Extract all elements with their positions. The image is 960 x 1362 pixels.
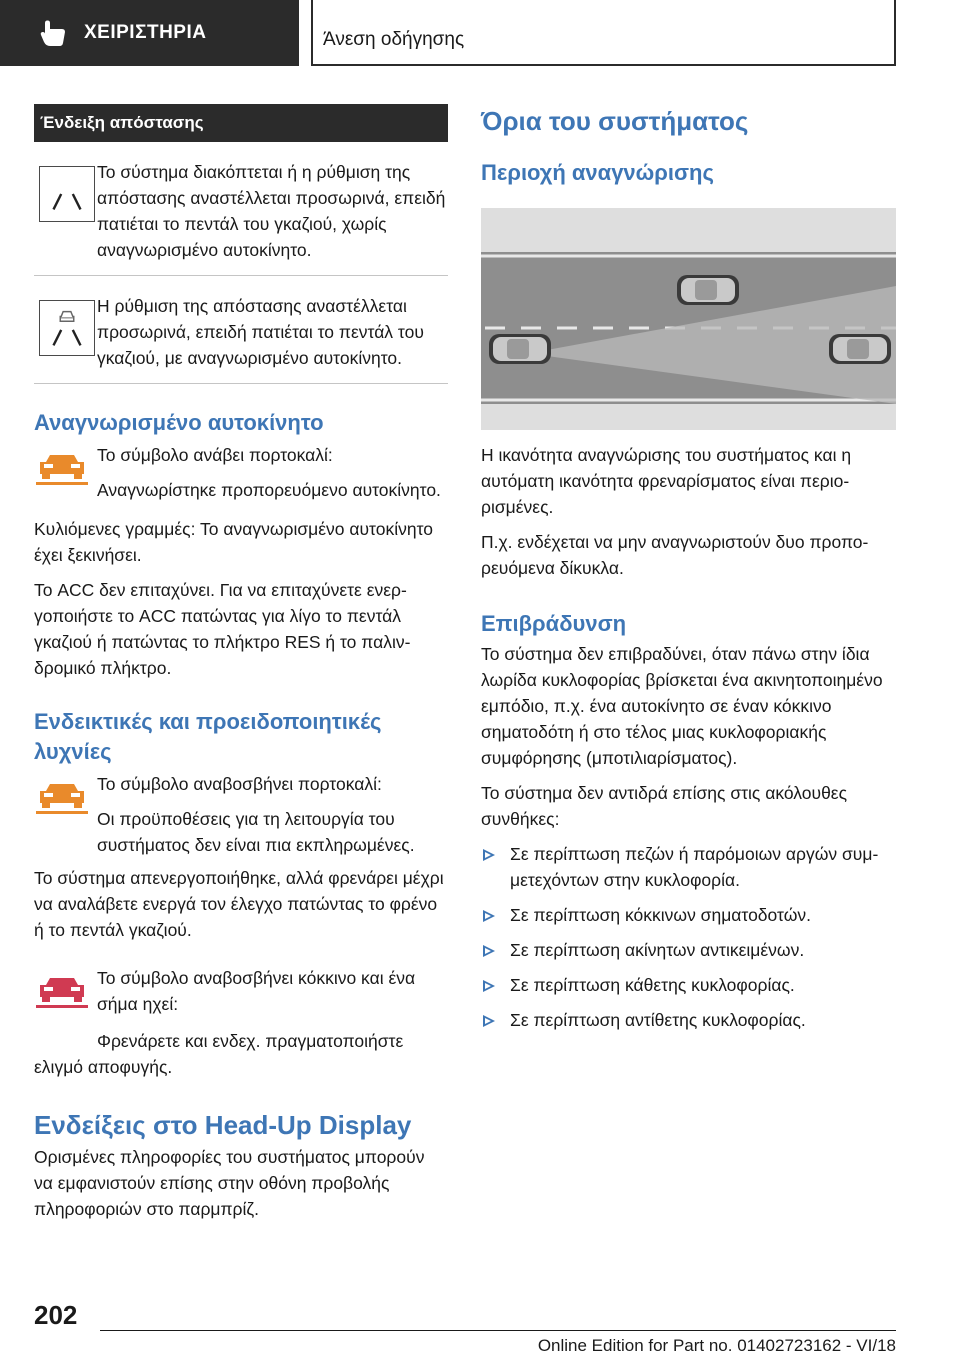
edition-footer: Online Edition for Part no. 01402723162 - VI/18 [537, 1336, 896, 1355]
triangle-bullet-icon [483, 945, 495, 957]
list-item: Σε περίπτωση πεζών ή παρόμοιων αργών συμμετεχόντων στην κυκλοφορία. [481, 841, 896, 893]
list-item: Σε περίπτωση κόκκινων σηματοδοτών. [481, 902, 896, 928]
brake-evasive-text: Φρενάρετε και ενδεχ. πραγματοποιήστε ελιγμό αποφυγής. [34, 1031, 404, 1077]
manual-tab[interactable] [0, 0, 299, 66]
manual-label: ΧΕΙΡΙΣΤΗΡΙΑ [84, 22, 207, 43]
triangle-bullet-icon [483, 980, 495, 992]
rolling-lines-text: Κυλιόμενες γραμμές: Το αναγνωρισμένο αυτοκίνητο έχει ξεκινήσει. [34, 519, 433, 565]
triangle-bullet-icon [483, 910, 495, 922]
vehicle-ahead-same-lane [829, 334, 891, 364]
no-deceleration-text: Το σύστημα δεν επιβραδύνει, όταν πάνω στην ίδια λωρίδα κυκλοφορίας βρίσκεται ένα ακινητοποιημένο εμπόδιο, π.χ. ένα αυτοκίνητο σε έναν κόκκινο σηματοδότη ή στο τέλος μιας κυκλοφοριακής συμφόρησης (μποτιλιαρίσματος). [481, 644, 883, 768]
red-flash-row [34, 965, 448, 1026]
symbol-flashes-red-text: Το σύμβολο αναβοσβήνει κόκκινο και ένα σήμα ηχεί: [97, 968, 416, 1014]
hud-heading: Ενδείξεις στο Head-Up Display [34, 1110, 412, 1140]
orange-car-icon [34, 452, 90, 488]
two-wheelers-text: Π.χ. ενδέχεται να μην αναγνωριστούν δυο προπορευόμενα δίκυκλα. [481, 532, 869, 578]
vehicle-ahead-adjacent [677, 275, 739, 305]
orange-flash-row [34, 771, 448, 867]
vehicle-recognized-text: Αναγνωρίστηκε προπορευόμενο αυτοκίνητο. [97, 480, 441, 500]
list-item: Σε περίπτωση ακίνητων αντικειμένων. [481, 937, 896, 963]
recognized-vehicle-symbol-row [34, 442, 448, 512]
lane-lines-icon [39, 166, 95, 222]
section-title: Άνεση οδήγησης [323, 29, 465, 50]
pointing-hand-icon [36, 15, 72, 51]
limited-recognition-text: Η ικανότητα αναγνώρισης του συστήματος και η αυτόματη ικανότητα φρεναρίσματος είναι περιορισμένες. [481, 445, 852, 517]
list-item: Σε περίπτωση κάθετης κυκλοφορίας. [481, 972, 896, 998]
distance-table [34, 104, 448, 384]
conditions-not-met-text: Οι προϋποθέσεις για τη λειτουργία του συστήματος δεν είναι πια εκπληρωμένες. [97, 809, 415, 855]
table-row [34, 276, 448, 384]
hud-text: Ορισμένες πληροφορίες του συστήματος μπορούν να εμφανιστούν επίσης στην οθόνη προβολής πληροφοριών στο παρμπρίζ. [34, 1147, 425, 1219]
page-header [0, 0, 960, 66]
acc-accelerate-text: Το ACC δεν επιταχύνει. Για να επιταχύνετε ενεργοποιήστε το ACC πατώντας για λίγο το πεντάλ γκαζιού ή πατώντας το πλήκτρο RES ή το παλινδρομικό πλήκτρο. [34, 580, 411, 678]
lane-lines-car-icon [39, 300, 95, 356]
symbol-orange-text: Το σύμβολο ανάβει πορτοκαλί: [97, 445, 333, 465]
list-item: Σε περίπτωση αντίθετης κυκλοφορίας. [481, 1007, 896, 1033]
section-title-box [311, 0, 896, 66]
symbol-flashes-orange-text: Το σύμβολο αναβοσβήνει πορτοκαλί: [97, 774, 382, 794]
recognized-vehicle-heading: Αναγνωρισμένο αυτοκίνητο [34, 410, 324, 435]
right-column [481, 104, 896, 1042]
detection-area-illustration [481, 208, 896, 430]
triangle-bullet-icon [483, 1015, 495, 1027]
page-number: 202 [34, 1300, 78, 1330]
table-row-text: Η ρύθμιση της απόστασης αναστέλλεται προσωρινά, επειδή πατιέται το πεντάλ του γκαζιού, με αναγνωρισμένο αυτοκίνητο. [97, 296, 424, 368]
system-deactivated-text: Το σύστημα απενεργοποιήθηκε, αλλά φρενάρει μέχρι να αναλάβετε ενεργά τον έλεγχο πατώντας το φρένο ή το πεντάλ γκαζιού. [34, 868, 444, 940]
footer-divider [100, 1330, 896, 1331]
system-limits-heading: Όρια του συστήματος [481, 106, 749, 136]
distance-table-heading: Ένδειξη απόστασης [34, 104, 448, 142]
orange-car-warning-icon [34, 781, 90, 817]
detection-area-heading: Περιοχή αναγνώρισης [481, 160, 714, 185]
vehicle-left [489, 334, 551, 364]
conditions-list [481, 841, 896, 1033]
warning-lamps-heading: Ενδεικτικές και προειδοποιητικές λυχνίες [34, 709, 382, 764]
table-row-text: Το σύστημα διακόπτεται ή η ρύθμιση της απόστασης αναστέλλεται προσωρινά, επειδή πατιέται το πεντάλ του γκαζιού, χωρίς αναγνωρισμένο αυτοκίνητο. [97, 162, 446, 260]
deceleration-heading: Επιβράδυνση [481, 611, 627, 636]
red-car-warning-icon [34, 975, 90, 1011]
left-column [34, 104, 448, 1222]
triangle-bullet-icon [483, 849, 495, 861]
table-row [34, 142, 448, 276]
no-reaction-text: Το σύστημα δεν αντιδρά επίσης στις ακόλουθες συνθήκες: [481, 783, 848, 829]
